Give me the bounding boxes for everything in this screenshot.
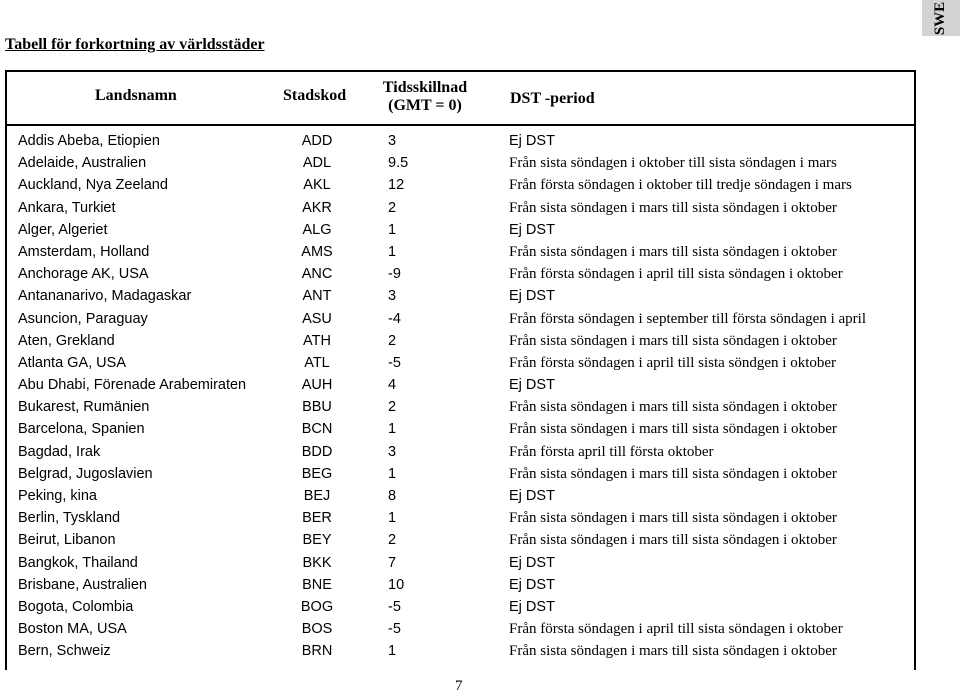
country-cell: Brisbane, Australien — [18, 576, 147, 593]
city-code-cell: AUH — [301, 377, 333, 394]
dst-period-cell: Ej DST — [509, 576, 555, 593]
city-code-cell: AKL — [303, 177, 331, 194]
country-cell: Boston MA, USA — [18, 621, 127, 638]
city-code-cell: AMS — [301, 243, 333, 260]
dst-period-cell: Från sista söndagen i mars till sista söndagen i oktober — [509, 243, 837, 260]
city-code-cell: ANT — [302, 288, 332, 305]
time-difference-cell: 9.5 — [388, 155, 409, 172]
country-cell: Antananarivo, Madagaskar — [18, 288, 192, 305]
table-row — [0, 396, 920, 418]
dst-period-cell: Från första söndagen i oktober till tredje söndagen i mars — [509, 177, 852, 194]
table-row — [0, 463, 920, 485]
time-difference-cell: -9 — [388, 266, 401, 283]
time-difference-cell: 12 — [388, 177, 405, 194]
table-row — [0, 418, 920, 440]
city-code-cell: AKR — [302, 199, 332, 216]
table-row — [0, 152, 920, 174]
city-code-cell: BDD — [301, 443, 333, 460]
country-cell: Anchorage AK, USA — [18, 266, 149, 283]
city-code-cell: ADD — [301, 133, 333, 149]
country-cell: Bukarest, Rumänien — [18, 399, 150, 416]
dst-period-cell: Ej DST — [509, 133, 555, 149]
table-row — [0, 174, 920, 196]
header-divider — [5, 124, 916, 126]
time-difference-cell: 1 — [388, 643, 397, 660]
table-row — [0, 352, 920, 374]
time-difference-cell: 1 — [388, 465, 397, 482]
city-code-cell: BRN — [301, 643, 333, 660]
time-difference-cell: -5 — [388, 598, 401, 615]
dst-period-cell: Ej DST — [509, 377, 555, 394]
dst-period-cell: Från sista söndagen i mars till sista söndagen i oktober — [509, 399, 837, 416]
language-tab — [922, 0, 960, 36]
city-code-cell: BEJ — [303, 488, 331, 504]
country-cell: Aten, Grekland — [18, 332, 115, 349]
dst-period-cell: Från första april till första oktober — [509, 443, 714, 460]
time-difference-cell: 2 — [388, 532, 397, 549]
header-dst-period: DST -period — [510, 90, 595, 107]
dst-period-cell: Från sista söndagen i mars till sista söndagen i oktober — [509, 465, 837, 482]
dst-period-cell: Från första söndagen i april till sista söndagen i oktober — [509, 621, 843, 638]
table-row — [0, 441, 920, 463]
time-difference-cell: -5 — [388, 354, 401, 371]
country-cell: Alger, Algeriet — [18, 221, 108, 238]
table-row — [0, 219, 920, 241]
time-difference-cell: 10 — [388, 576, 405, 593]
city-code-cell: ATH — [303, 332, 331, 349]
page-number: 7 — [455, 678, 463, 694]
country-cell: Adelaide, Australien — [18, 155, 147, 172]
city-code-cell: ADL — [302, 155, 332, 172]
time-difference-cell: 2 — [388, 332, 397, 349]
dst-period-cell: Ej DST — [509, 598, 555, 615]
city-code-cell: ASU — [302, 310, 332, 327]
country-cell: Addis Abeba, Etiopien — [18, 133, 160, 149]
time-difference-cell: 2 — [388, 399, 397, 416]
dst-period-cell: Ej DST — [509, 288, 555, 305]
city-code-cell: ANC — [301, 266, 333, 283]
dst-period-cell: Från sista söndagen i mars till sista söndagen i oktober — [509, 332, 837, 349]
time-difference-cell: 7 — [388, 554, 397, 571]
city-code-cell: BER — [302, 510, 332, 527]
time-difference-cell: 1 — [388, 421, 397, 438]
country-cell: Abu Dhabi, Förenade Arabemiraten — [18, 377, 247, 394]
country-cell: Berlin, Tyskland — [18, 510, 121, 527]
table-row — [0, 197, 920, 219]
dst-period-cell: Ej DST — [509, 554, 555, 571]
country-cell: Amsterdam, Holland — [18, 243, 150, 260]
country-cell: Bangkok, Thailand — [18, 554, 138, 571]
table-row — [0, 263, 920, 285]
table-row — [0, 241, 920, 263]
table-body — [0, 130, 920, 663]
dst-period-cell: Från första söndagen i april till sista söndagen i oktober — [509, 266, 843, 283]
table-row — [0, 640, 920, 662]
country-cell: Peking, kina — [18, 488, 97, 504]
time-difference-cell: 8 — [388, 488, 397, 504]
city-code-cell: ALG — [302, 221, 332, 238]
dst-period-cell: Från sista söndagen i mars till sista söndagen i oktober — [509, 532, 837, 549]
time-difference-cell: 3 — [388, 133, 397, 149]
dst-period-cell: Ej DST — [509, 488, 555, 504]
city-code-cell: BOG — [300, 598, 334, 615]
table-row — [0, 507, 920, 529]
page-title: Tabell för forkortning av världsstäder — [5, 36, 265, 53]
table-row — [0, 596, 920, 618]
city-code-cell: BCN — [301, 421, 333, 438]
country-cell: Auckland, Nya Zeeland — [18, 177, 168, 194]
country-cell: Ankara, Turkiet — [18, 199, 116, 216]
dst-period-cell: Från sista söndagen i mars till sista söndagen i oktober — [509, 643, 837, 660]
header-time-difference-line2: (GMT = 0) — [388, 97, 462, 114]
table-row — [0, 529, 920, 551]
country-cell: Beirut, Libanon — [18, 532, 116, 549]
time-difference-cell: 3 — [388, 443, 397, 460]
city-code-cell: BEY — [302, 532, 332, 549]
time-difference-cell: 1 — [388, 221, 397, 238]
time-difference-cell: 2 — [388, 199, 397, 216]
dst-period-cell: Från första söndagen i september till första söndagen i april — [509, 310, 866, 327]
header-time-difference — [380, 79, 470, 115]
country-cell: Belgrad, Jugoslavien — [18, 465, 153, 482]
table-row — [0, 330, 920, 352]
country-cell: Barcelona, Spanien — [18, 421, 145, 438]
table-row — [0, 130, 920, 152]
table-row — [0, 374, 920, 396]
country-cell: Bagdad, Irak — [18, 443, 101, 460]
city-code-cell: BEG — [301, 465, 333, 482]
table-row — [0, 308, 920, 330]
dst-period-cell: Från sista söndagen i oktober till sista söndagen i mars — [509, 155, 837, 172]
table-row — [0, 285, 920, 307]
city-code-cell: BNE — [302, 576, 332, 593]
city-code-cell: BOS — [301, 621, 333, 638]
dst-period-cell: Från sista söndagen i mars till sista söndagen i oktober — [509, 510, 837, 527]
table-row — [0, 552, 920, 574]
country-cell: Bern, Schweiz — [18, 643, 111, 660]
dst-period-cell: Från sista söndagen i mars till sista söndagen i oktober — [509, 199, 837, 216]
dst-period-cell: Ej DST — [509, 221, 555, 238]
city-code-cell: BBU — [302, 399, 332, 416]
time-difference-cell: 3 — [388, 288, 397, 305]
header-country: Landsnamn — [95, 87, 177, 104]
country-cell: Atlanta GA, USA — [18, 354, 126, 371]
header-time-difference-line1: Tidsskillnad — [382, 79, 468, 96]
language-tab-label: SWE — [932, 1, 949, 35]
time-difference-cell: -5 — [388, 621, 401, 638]
country-cell: Bogota, Colombia — [18, 598, 134, 615]
table-row — [0, 618, 920, 640]
time-difference-cell: 1 — [388, 510, 397, 527]
country-cell: Asuncion, Paraguay — [18, 310, 148, 327]
header-city-code: Stadskod — [283, 87, 347, 104]
city-code-cell: BKK — [302, 554, 332, 571]
dst-period-cell: Från första söndagen i april till sista söndgen i oktober — [509, 354, 837, 371]
table-row — [0, 485, 920, 507]
table-row — [0, 574, 920, 596]
dst-period-cell: Från sista söndagen i mars till sista söndagen i oktober — [509, 421, 837, 438]
city-code-cell: ATL — [304, 354, 330, 371]
time-difference-cell: -4 — [388, 310, 401, 327]
time-difference-cell: 1 — [388, 243, 397, 260]
time-difference-cell: 4 — [388, 377, 397, 394]
